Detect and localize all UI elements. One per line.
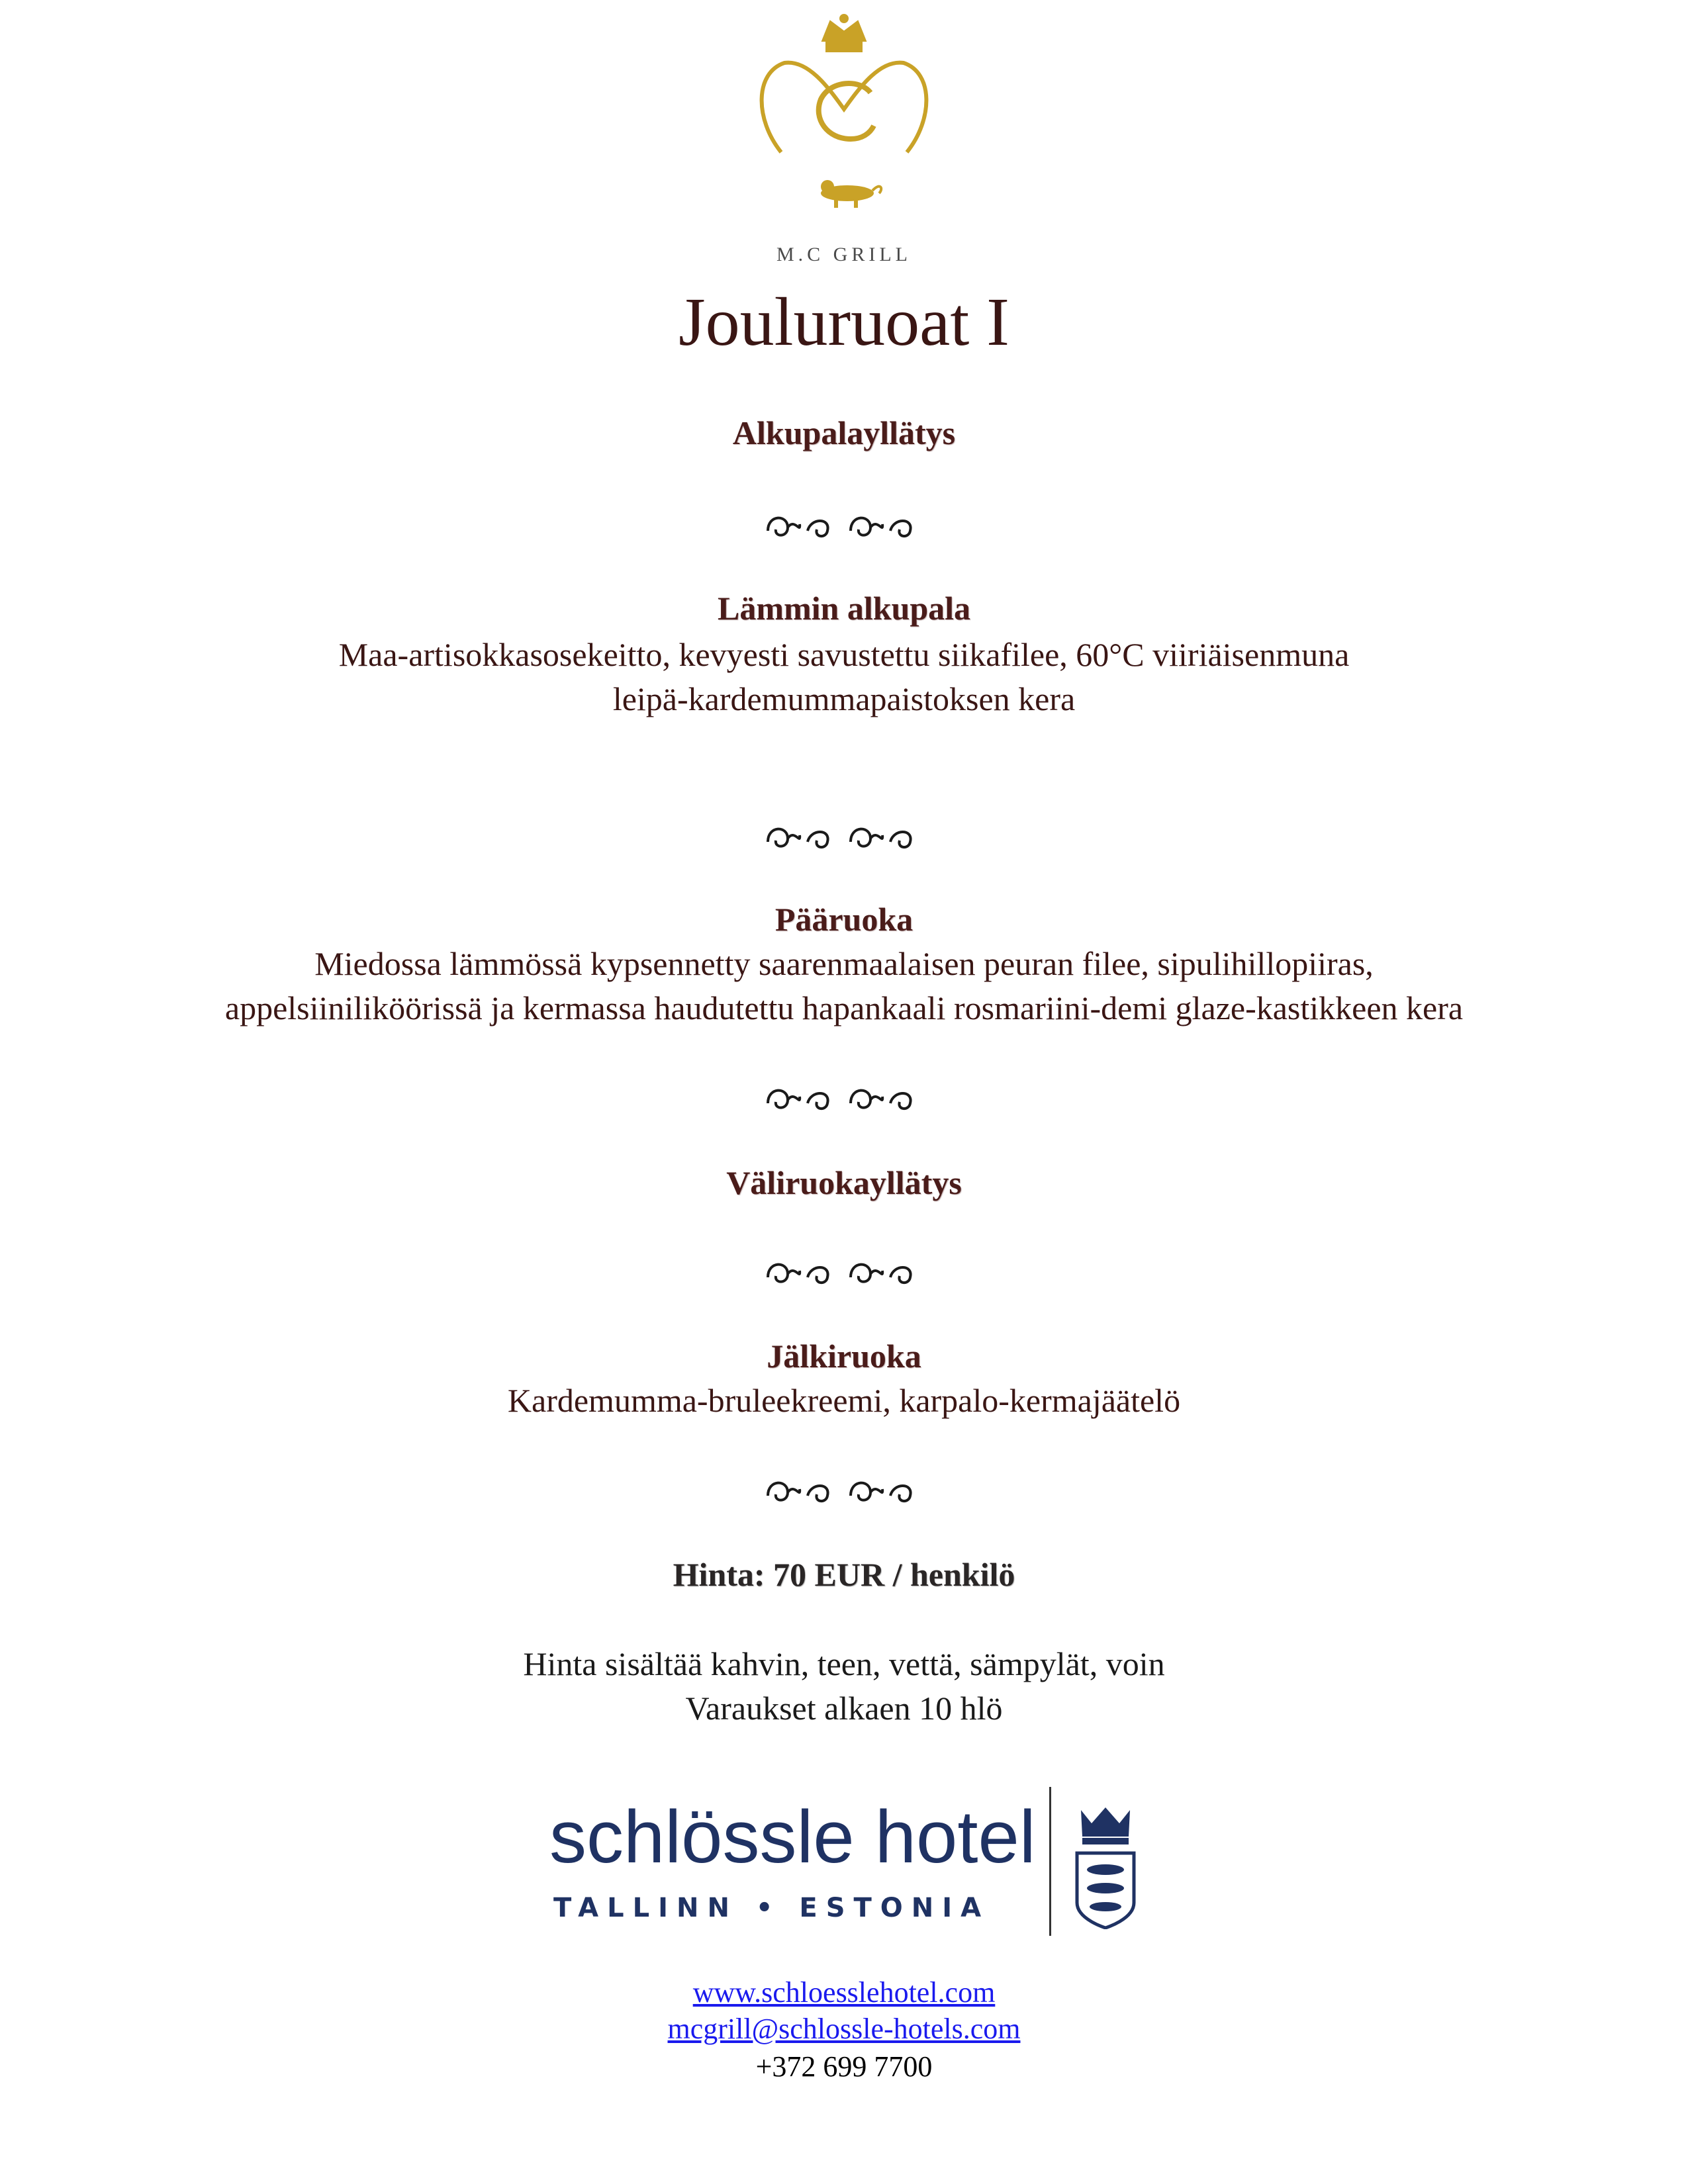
menu-item-description: Miedossa lämmössä kypsennetty saarenmaalaisen peuran filee, sipulihillopiiras, [314, 945, 1374, 982]
menu-item-description: Kardemumma-bruleekreemi, karpalo-kermajäätelö [507, 1382, 1181, 1419]
email-link[interactable]: mcgrill@schlossle-hotels.com [667, 2013, 1021, 2045]
price: Hinta: 70 EUR / henkilö [673, 1556, 1015, 1593]
section-heading: Alkupalayllätys [732, 414, 956, 451]
phone-number: +372 699 7700 [755, 2050, 933, 2083]
ornament-divider [761, 1469, 927, 1509]
ornament-divider [761, 1251, 927, 1291]
section-heading: Pääruoka [774, 901, 914, 938]
ornament-divider [761, 504, 927, 544]
ornament-divider [761, 1077, 927, 1116]
website-link[interactable]: www.schloesslehotel.com [692, 1976, 996, 2009]
price-notes: Hinta sisältää kahvin, teen, vettä, sämpylät, voin [523, 1645, 1165, 1682]
hotel-name: schlössle hotel [549, 1796, 1036, 1878]
menu-item-description: appelsiiniliköörissä ja kermassa haudutettu hapankaali rosmariini-demi glaze-kastikkeen kera [224, 989, 1464, 1026]
hotel-crest-icon [1069, 1803, 1142, 1929]
schlossle-hotel-logo [543, 1787, 1145, 1946]
price-notes: Varaukset alkaen 10 hlö [685, 1690, 1003, 1727]
ornament-divider [761, 815, 927, 855]
logo-divider [1049, 1787, 1051, 1936]
menu-item-description: Maa-artisokkasosekeitto, kevyesti savustettu siikafilee, 60°C viiriäisenmuna [338, 636, 1350, 673]
hotel-location: TALLINN • ESTONIA [553, 1893, 990, 1923]
section-heading: Jälkiruoka [767, 1338, 921, 1375]
menu-title: Jouluruoat I [679, 284, 1009, 360]
menu-item-description: leipä-kardemummapaistoksen kera [612, 680, 1076, 717]
section-heading: Väliruokayllätys [726, 1164, 962, 1201]
section-heading: Lämmin alkupala [717, 590, 971, 627]
brand-name: M.C GRILL [776, 244, 912, 265]
mc-grill-logo [748, 13, 940, 212]
